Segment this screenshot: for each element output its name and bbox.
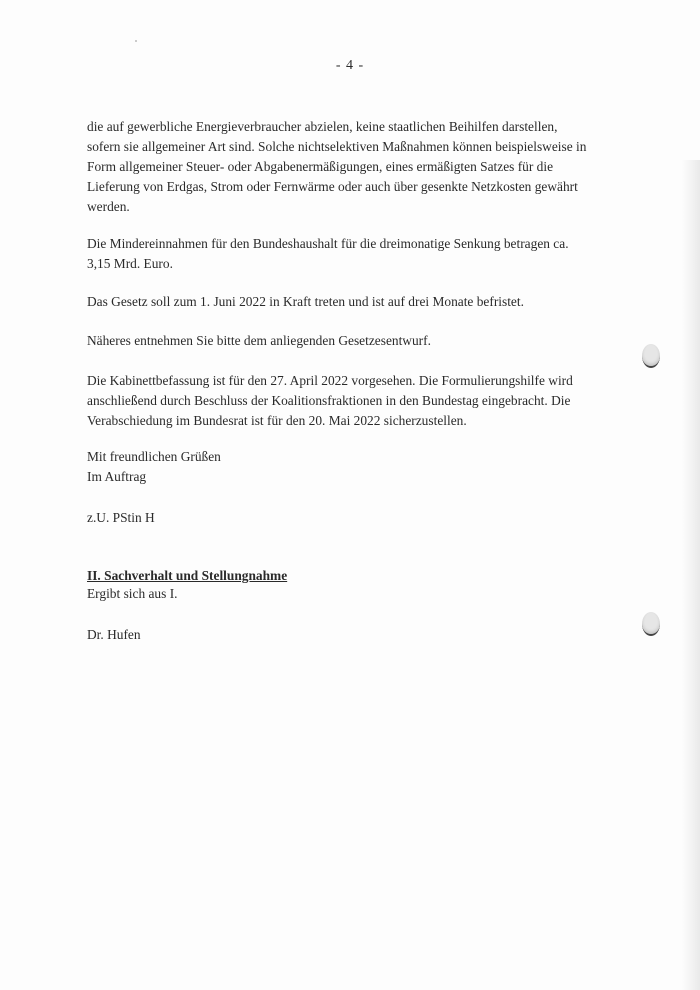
- signoff-line: z.U. PStin H: [87, 510, 155, 525]
- text-line: die auf gewerbliche Energieverbraucher abzielen, keine staatlichen Beihilfen darstellen,: [87, 119, 558, 134]
- text-line: Das Gesetz soll zum 1. Juni 2022 in Kraft treten und ist auf drei Monate befristet.: [87, 294, 524, 309]
- punch-hole-bottom: [642, 612, 660, 636]
- text-line: Die Kabinettbefassung ist für den 27. April 2022 vorgesehen. Die Formulierungshilfe wird: [87, 373, 573, 388]
- paragraph-attachment-note: [87, 331, 602, 351]
- text-line: Form allgemeiner Steuer- oder Abgabenermäßigungen, eines ermäßigten Satzes für die: [87, 159, 554, 174]
- text-line: anschließend durch Beschluss der Koalitionsfraktionen in den Bundestag eingebracht. Die: [87, 393, 571, 408]
- text-line: werden.: [87, 199, 130, 214]
- paragraph-schedule: [87, 371, 602, 431]
- text-line: Lieferung von Erdgas, Strom oder Fernwärme oder auch über gesenkte Netzkosten gewährt: [87, 179, 578, 194]
- punch-hole-top: [642, 344, 660, 368]
- closing-greeting: Mit freundlichen Grüßen: [87, 449, 221, 464]
- text-line: Näheres entnehmen Sie bitte dem anliegenden Gesetzesentwurf.: [87, 333, 431, 348]
- page-number: - 4 -: [335, 58, 365, 73]
- paragraph-state-aid: [87, 117, 602, 217]
- page-edge-shadow: [682, 160, 700, 990]
- text-line: Verabschiedung im Bundesrat ist für den 20. Mai 2022 sicherzustellen.: [87, 413, 467, 428]
- paragraph-effective-date: [87, 292, 602, 312]
- paragraph-revenue-loss: [87, 234, 602, 274]
- closing-block: [87, 447, 602, 487]
- text-line: sofern sie allgemeiner Art sind. Solche nichtselektiven Maßnahmen können beispielsweise in: [87, 139, 587, 154]
- closing-mandate: Im Auftrag: [87, 469, 147, 484]
- text-line: 3,15 Mrd. Euro.: [87, 256, 173, 271]
- section-heading: II. Sachverhalt und Stellungnahme: [87, 568, 288, 583]
- scan-speck: [135, 40, 137, 42]
- section-text: Ergibt sich aus I.: [87, 586, 178, 601]
- text-line: Die Mindereinnahmen für den Bundeshaushalt für die dreimonatige Senkung betragen ca.: [87, 236, 569, 251]
- author-name: Dr. Hufen: [87, 627, 141, 642]
